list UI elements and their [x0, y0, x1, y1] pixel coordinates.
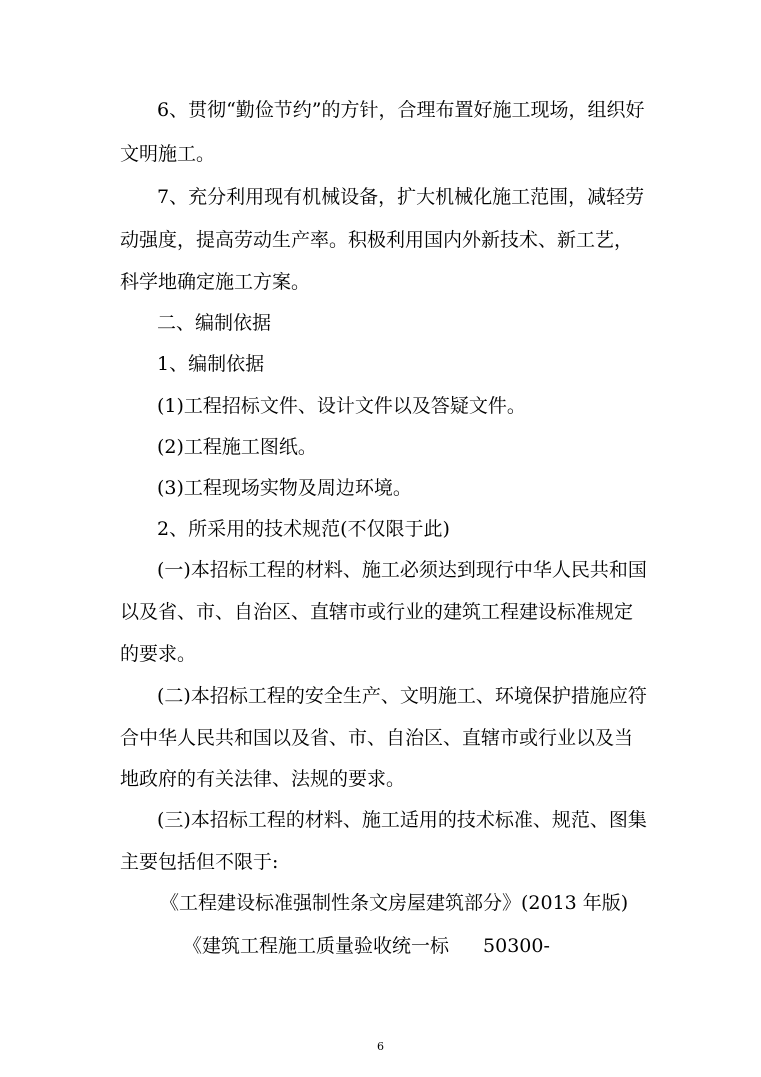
- paragraph-line: (二)本招标工程的安全生产、文明施工、环境保护措施应符: [157, 685, 647, 707]
- standard-code: 50300-: [483, 935, 550, 957]
- standard-reference: 《工程建设标准强制性条文房屋建筑部分》(2013 年版): [160, 892, 629, 914]
- list-item: (3)工程现场实物及周边环境。: [157, 477, 412, 499]
- paragraph-line: 以及省、市、自治区、直辖市或行业的建筑工程建设标准规定: [120, 601, 634, 623]
- paragraph-line: (三)本招标工程的材料、施工适用的技术标准、规范、图集: [157, 809, 647, 831]
- paragraph-line: 文明施工。: [120, 143, 216, 165]
- standard-reference: [183, 934, 550, 958]
- paragraph-line: (一)本招标工程的材料、施工必须达到现行中华人民共和国: [157, 559, 647, 581]
- subsection-heading: 2、所采用的技术规范(不仅限于此): [157, 518, 450, 540]
- paragraph-line: 动强度，提高劳动生产率。积极利用国内外新技术、新工艺，: [120, 229, 634, 251]
- paragraph-line: 6、贯彻“勤俭节约”的方针，合理布置好施工现场，组织好: [157, 99, 645, 121]
- list-item: (1)工程招标文件、设计文件以及答疑文件。: [157, 395, 526, 417]
- paragraph-line: 7、充分利用现有机械设备，扩大机械化施工范围，减轻劳: [157, 186, 645, 208]
- paragraph-line: 合中华人民共和国以及省、市、自治区、直辖市或行业以及当: [120, 727, 634, 749]
- paragraph-line: 的要求。: [120, 643, 197, 665]
- subsection-heading: 1、编制依据: [157, 353, 265, 375]
- paragraph-line: 科学地确定施工方案。: [120, 271, 311, 293]
- standard-title: 《建筑工程施工质量验收统一标: [183, 935, 450, 957]
- paragraph-line: 主要包括但不限于:: [120, 851, 279, 873]
- page-number: 6: [377, 1040, 384, 1053]
- paragraph-line: 地政府的有关法律、法规的要求。: [120, 768, 406, 790]
- list-item: (2)工程施工图纸。: [157, 436, 317, 458]
- section-heading: 二、编制依据: [157, 312, 272, 334]
